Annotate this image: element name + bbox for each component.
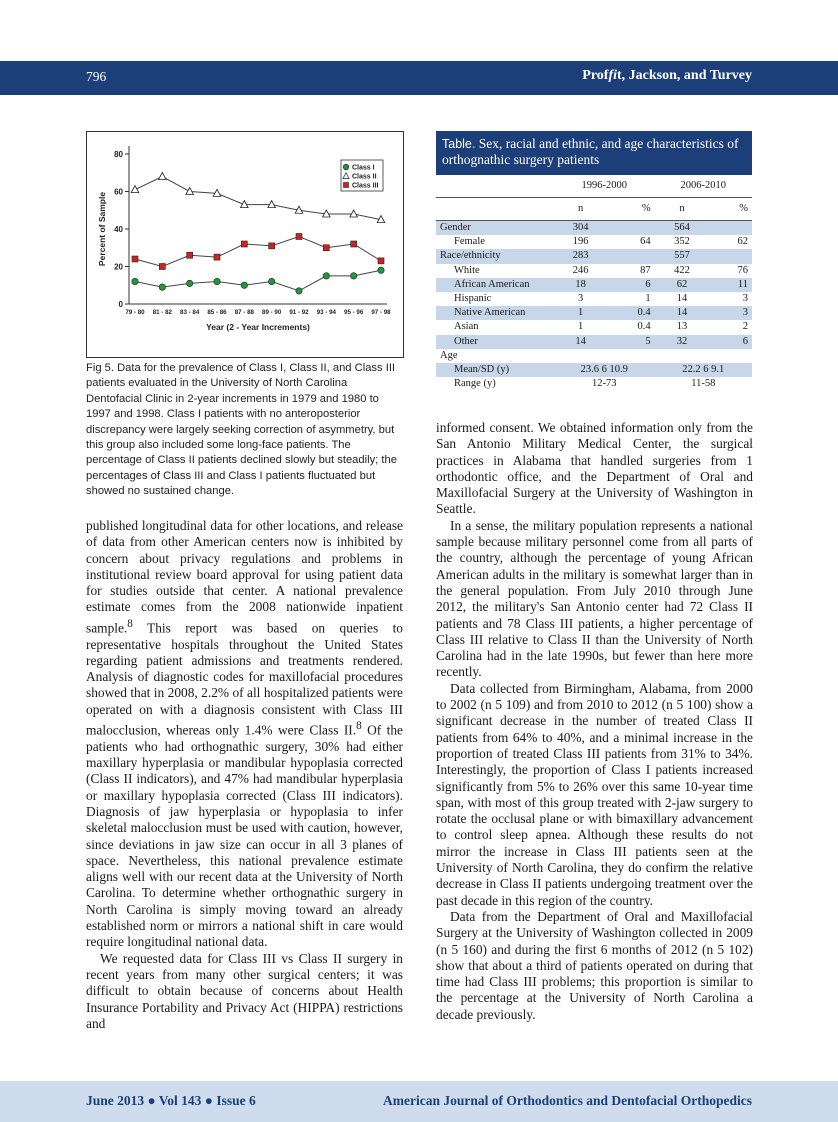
x-tick-label: 93 - 94 [316,309,336,316]
y-tick-label: 80 [114,150,123,159]
point-class-iii [351,241,357,247]
legend-label: Class III [352,182,379,190]
cell-p1: 0.4 [637,321,651,333]
x-tick-label: 89 - 90 [262,309,282,316]
cell-n1: 14 [554,335,607,349]
legend-label: Class I [352,164,375,172]
series-line [135,237,381,267]
point-class-iii [269,243,275,249]
legend-marker-class-iii [344,183,349,188]
point-class-ii [186,188,194,195]
period-1996-2000: 1996-2000 [554,175,655,198]
y-tick-label: 0 [118,300,123,309]
cell-n1: 1 [577,321,584,333]
cell-p2 [709,249,752,263]
table-header-periods [436,175,752,198]
x-tick-label: 83 - 84 [180,309,200,316]
row-label: Asian [454,321,479,333]
page-number: 796 [86,69,107,84]
paragraph: We requested data for Class III vs Class II surgery in recent years from many other surgical centers; it was difficult to obtain because of concerns about Health Insurance Portability and Privacy Act (HIPPA) restrictions and [86,950,403,1031]
table-row [436,377,752,391]
cell-p1: 5 [607,335,654,349]
row-label: White [454,264,480,276]
table-title: Table. Sex, racial and ethnic, and age characteristics of orthognathic surgery patients [436,131,752,175]
cell-n1: 18 [554,278,607,292]
cell-n2: 62 [655,278,710,292]
cell-n2: 32 [655,335,710,349]
table-row [436,292,752,306]
legend-marker-class-i [343,164,349,170]
point-class-i [350,273,356,279]
row-label: Race/ethnicity [436,249,554,263]
table-row [436,235,752,249]
table-row [436,249,752,263]
table-header-columns [436,198,752,221]
point-class-iii [241,241,247,247]
col-n-1: n [554,198,607,221]
figure-5-chart [86,131,404,358]
cell-p1: 64 [640,236,651,248]
figure-caption: Fig 5. Data for the prevalence of Class I, Class II, and Class III patients evaluated in the University of North Carolina Dentofacial Clinic in 2-year increments in 1979 and 1980 to 1997 and 1998. Class I patients with no anteroposterior discrepancy were largely seeking correction of asymmetry, but this group also included some long-face patients. The percentage of Class II patients declined slowly but steadily; the percentages of Class III and Class I patients fluctuated but showed no sustained change. [86,362,397,498]
cell-p2: 2 [742,321,748,333]
table-grid [436,175,752,391]
row-label: Age [440,349,458,361]
cell-p1: 87 [640,264,651,276]
col-pct-2: % [709,198,752,221]
x-tick-label: 97 - 98 [371,309,391,316]
cell-p2: 3 [709,306,752,320]
cell-n2 [655,349,710,363]
paragraph: Data collected from Birmingham, Alabama, from 2000 to 2002 (n 5 109) and from 2010 to 2012 (n 5 100) show a significant decrease in the number of treated Class II patients from 64% to 40%, and a minimal increase in the proportion of treated Class III patients from 31% to 34%. Interestingly, the proportion of Class I patients increased significantly from 5% to 26% over this same 10-year time span, with most of this group treated with 2-jaw surgery to rotate the occlusal plane or with bimaxillary advancement to control sleep apnea. Although these results do not mirror the increase in Class III patients seen at the University of North Carolina, they do confirm the relative decrease in Class II patients undergoing treatment over the past decade in this region of the country. [436,680,753,908]
cell-p2: 76 [737,264,748,276]
cell-n1: 12-73 [592,378,617,390]
cell-p2 [709,221,752,236]
cell-p2: 62 [737,236,748,248]
cell-p2: 6 [709,335,752,349]
cell-n2: 352 [674,236,690,248]
point-class-iii [214,254,220,260]
point-class-i [159,284,165,290]
cell-n1: 196 [572,236,589,248]
cell-n2: 11-58 [691,378,716,390]
y-tick-label: 60 [114,187,123,197]
running-footer [0,1081,838,1122]
cell-p1: 6 [607,278,654,292]
table-row [436,335,752,349]
row-label: Range (y) [454,378,496,390]
x-tick-label: 95 - 96 [344,309,364,316]
row-label: Native American [436,306,554,320]
point-class-iii [378,258,384,264]
paragraph: In a sense, the military population represents a national sample because military personnel come from all parts of the country, although the percentage of young African American adults in the military is somewhat larger than in the general population. From July 2010 through June 2012, the military's San Antonio center had 72 Class II patients and 78 Class III patients, a higher percentage of Class III relative to Class II than the University of North Carolina had in the late 1990s, but fewer than here more recently. [436,517,753,680]
cell-n1: 3 [577,293,584,305]
point-class-i [132,278,138,284]
cell-n2: 22.2 6 9.1 [655,363,752,377]
cell-n2: 557 [655,249,710,263]
paragraph: Data from the Department of Oral and Maxillofacial Surgery at the University of Washington collected in 2009 (n 5 160) and during the first 6 months of 2012 (n 5 102) show that about a third of patients operated on during that time had Class III problems; this proportion is similar to the percentage at the University of North Carolina a decade previously. [436,908,753,1022]
cell-n1: 283 [554,249,607,263]
table-row [436,221,752,236]
point-class-iii [159,264,165,270]
issue-info: June 2013 ● Vol 143 ● Issue 6 [86,1093,256,1108]
y-tick-label: 20 [114,262,123,272]
x-tick-label: 91 - 92 [289,309,309,316]
cell-p2 [709,349,752,363]
period-2006-2010: 2006-2010 [655,175,752,198]
running-authors: Proffit, Jackson, and Turvey [582,68,752,83]
point-class-iii [296,234,302,240]
cell-n2: 564 [655,221,710,236]
table-row [436,306,752,320]
y-axis-label: Percent of Sample [97,191,107,267]
point-class-i [214,278,220,284]
cell-p2: 3 [742,293,748,305]
col-n-2: n [655,198,710,221]
body-left-column [86,518,403,1032]
row-label: Hispanic [454,293,492,305]
point-class-ii [131,186,139,193]
row-label: Female [454,236,485,248]
line-chart [87,132,403,357]
point-class-iii [132,256,138,262]
table-row [436,320,752,334]
cell-p2: 11 [709,278,752,292]
table-row [436,349,752,363]
x-tick-label: 81 - 82 [152,309,172,316]
cell-p1 [607,349,654,363]
cell-p1: 0.4 [607,306,654,320]
x-tick-label: 85 - 86 [207,309,227,316]
journal-name: American Journal of Orthodontics and Dentofacial Orthopedics [383,1093,752,1108]
row-label: Other [436,335,554,349]
cell-n2: 14 [655,306,710,320]
x-tick-label: 87 - 88 [234,309,254,316]
legend-label: Class II [352,173,377,181]
y-tick-label: 40 [114,225,123,234]
paragraph: informed consent. We obtained information only from the San Antonio Military Medical Center, the surgical practices in Alabama that handled surgeries from 1 orthodontic office, and the Department of Oral and Maxillofacial Surgery at the University of Washington in Seattle. [436,420,753,517]
point-class-ii [159,173,167,180]
paragraph: published longitudinal data for other locations, and release of data from other American centers now is inhibited by concern about privacy regulations and problems in institutional review board approval for using patient data for studies outside that center. A national prevalence estimate comes from the 2008 nationwide inpatient sample.$^8$ This report was based on queries to representative hospitals throughout the United States regarding patient admissions and treatments rendered. Analysis of diagnostic codes for maxillofacial procedures showed that in 2008, 2.2% of all hospitalized patients were operated on with a diagnosis consistent with Class III malocclusion, whereas only 1.4% were Class II.$^8$ Of the patients who had orthognathic surgery, 30% had either maxillary hyperplasia or mandibular hypoplasia corrected (Class II indicators), and 47% had mandibular hyperplasia or maxillary hypoplasia corrected (Class III indicators). Diagnosis of jaw hyperplasia or hypoplasia to infer skeletal malocclusion must be used with caution, however, since deviations in jaw size can occur in all 3 planes of space. Nevertheless, this national prevalence estimate aligns well with our recent data at the University of North Carolina. To determine whether orthognathic surgery in North Carolina is simply moving toward an already established norm or mirrors a national shift in care would require longitudinal national data. [86,518,404,950]
cell-p1 [607,221,654,236]
row-label: Mean/SD (y) [436,363,554,377]
series-line [135,270,381,291]
cell-p1 [607,249,654,263]
col-pct-1: % [607,198,654,221]
cell-n1: 1 [554,306,607,320]
point-class-iii [187,252,193,258]
cell-n1: 246 [572,264,589,276]
x-axis-label: Year (2 - Year Increments) [206,322,310,332]
table-row [436,264,752,278]
point-class-i [268,278,274,284]
point-class-i [378,267,384,273]
point-class-iii [323,245,329,251]
cell-p1: 1 [645,293,651,305]
cell-n1: 304 [554,221,607,236]
row-label: African American [436,278,554,292]
table-row [436,363,752,377]
cell-n2: 13 [676,321,688,333]
cell-n2: 14 [676,293,688,305]
cell-n2: 422 [674,264,690,276]
table-row [436,278,752,292]
point-class-i [323,273,329,279]
point-class-i [241,282,247,288]
x-tick-label: 79 - 80 [125,309,145,316]
cell-n1: 23.6 6 10.9 [554,363,655,377]
running-header [0,61,838,95]
cell-n1 [554,349,607,363]
point-class-i [186,280,192,286]
demographics-table [436,131,752,391]
body-right-column [436,420,753,1023]
point-class-i [296,288,302,294]
row-label: Gender [436,221,554,236]
